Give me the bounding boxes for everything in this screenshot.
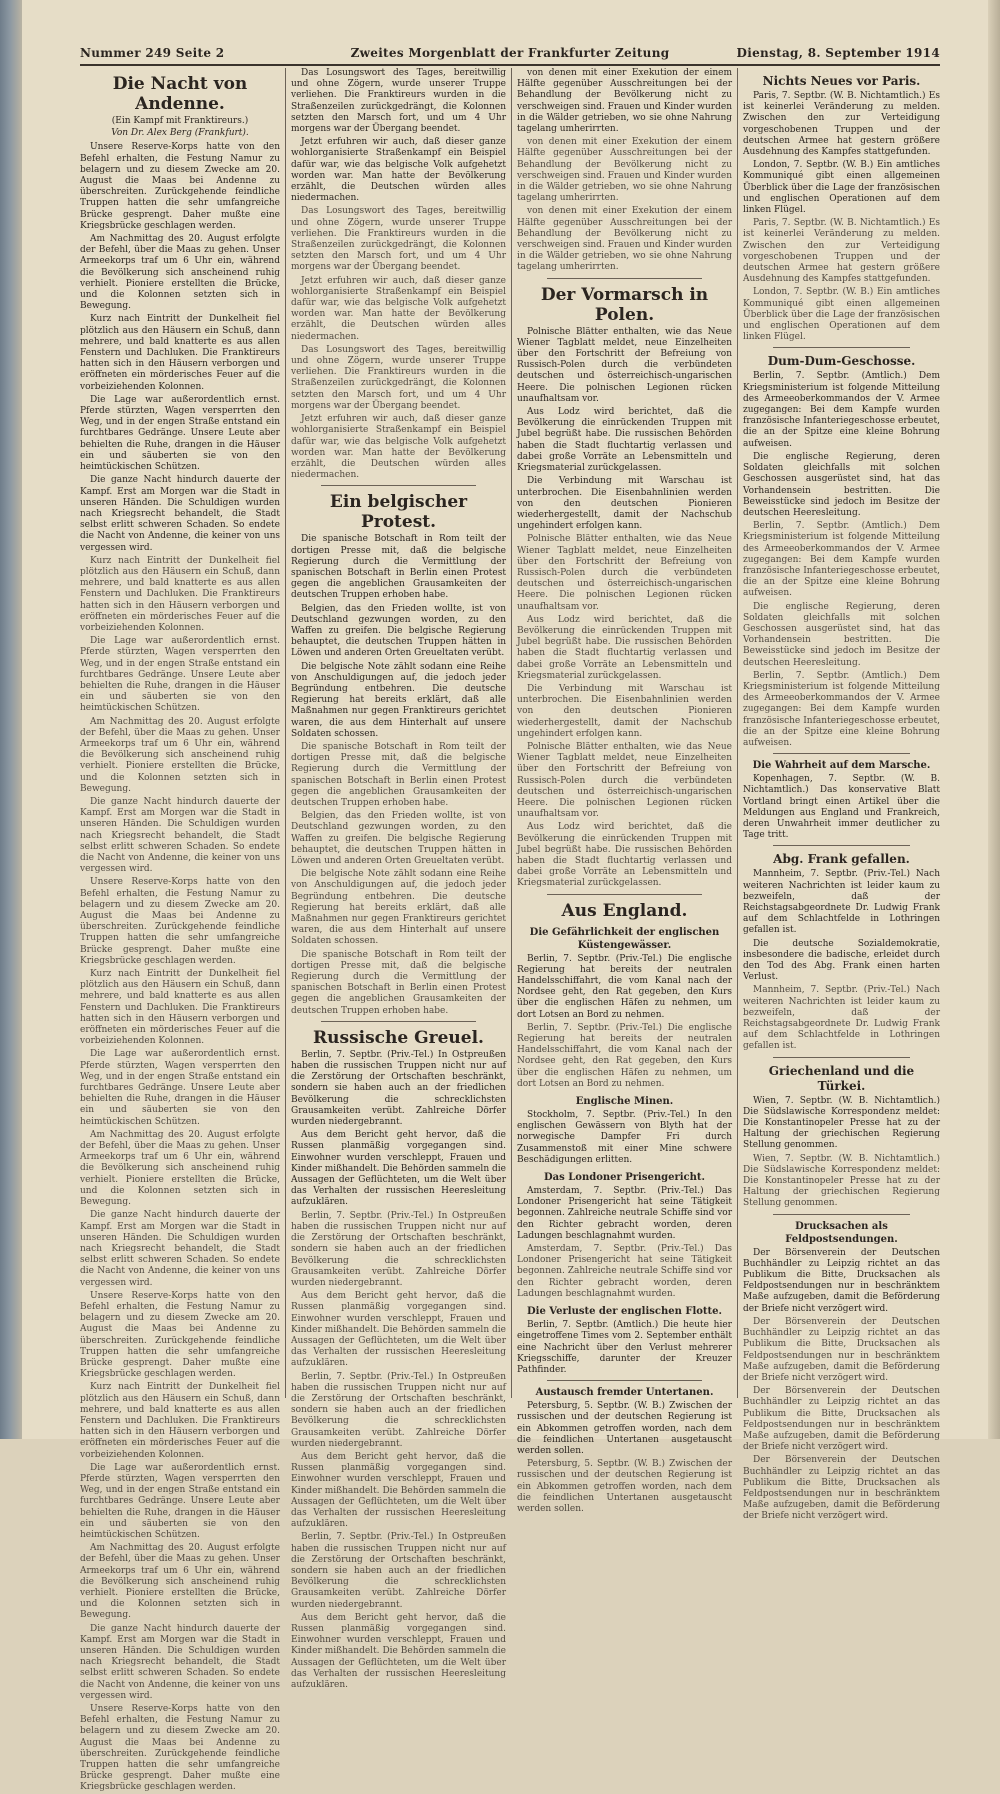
paragraph: Die spanische Botschaft in Rom teilt der dortigen Presse mit, daß die belgische Regierung durch die Vermittlung der spanischen Botschaft in Berlin einen Protest gegen die angeblichen Grausamkeiten der deutschen Truppen erhoben habe. (291, 741, 506, 808)
paragraph: Aus dem Bericht geht hervor, daß die Russen planmäßig vorgegangen sind. Einwohner wurden verschleppt, Frauen und Kinder mißhandelt. Die Behörden sammeln die Aussagen der Geflüchteten, um die Welt über das Verhalten der russischen Heeresleitung aufzuklären. (291, 1291, 506, 1369)
paragraph: Kurz nach Eintritt der Dunkelheit fiel plötzlich aus den Häusern ein Schuß, dann mehrere, und bald knatterte es aus allen Fenstern und Dachluken. Die Franktireurs hatten sich in den Häusern verborgen und eröffneten ein mörderisches Feuer auf die vorbeiziehenden Kolonnen. (80, 314, 280, 392)
issue-number: Nummer 249 Seite 2 (80, 46, 225, 60)
paragraph: Kurz nach Eintritt der Dunkelheit fiel plötzlich aus den Häusern ein Schuß, dann mehrere, und bald knatterte es aus allen Fenstern und Dachluken. Die Franktireurs hatten sich in den Häusern verborgen und eröffneten ein mörderisches Feuer auf die vorbeiziehenden Kolonnen. (80, 1382, 280, 1460)
paragraph: Unsere Reserve-Korps hatte von den Befehl erhalten, die Festung Namur zu belagern und zu diesem Zwecke am 20. August die Maas bei Andenne zu überschreiten. Zurückgehende feindliche Truppen hatten die sehr umfangreiche Brücke gesprengt. Daher mußte eine Kriegsbrücke geschlagen werden. (80, 877, 280, 966)
paragraph: Paris, 7. Septbr. (W. B. Nichtamtlich.) Es ist keinerlei Veränderung zu melden. Zwischen den zur Verteidigung vorgeschobenen Truppen und der deutschen Armee hat gestern größere Ausdehnung des Kampfes stattgefunden. (743, 218, 940, 285)
paragraph: Amsterdam, 7. Septbr. (Priv.-Tel.) Das Londoner Prisengericht hat seine Tätigkeit begonnen. Zahlreiche neutrale Schiffe sind vor den Richter gebracht worden, deren Ladungen beschlagnahmt wurden. (517, 1244, 732, 1299)
paragraph: Am Nachmittag des 20. August erfolgte der Befehl, über die Maas zu gehen. Unser Armeekorps traf um 6 Uhr ein, während die Bevölkerung sich anscheinend ruhig verhielt. Pioniere erstellten die Brücke, und die Kolonnen setzten sich in Bewegung. (80, 1129, 280, 1208)
paragraph: Berlin, 7. Septbr. (Priv.-Tel.) Die englische Regierung hat bereits der neutralen Handelsschiffahrt, die vom Kanal nach der Nordsee geht, den Rat gegeben, den Kurs über die englischen Häfen zu nehmen, um dort Lotsen an Bord zu nehmen. (517, 1022, 732, 1089)
paragraph: Berlin, 7. Septbr. (Amtlich.) Die heute hier eingetroffene Times vom 2. September enthält eine Nachricht über den Verlust mehrerer Kriegsschiffe, darunter der Kreuzer Pathfinder. (517, 1320, 732, 1375)
paragraph: Die englische Regierung, deren Soldaten gleichfalls mit solchen Geschossen ausgerüstet sind, hat das Vorhandensein bestritten. Die Beweisstücke sind jedoch im Besitze der deutschen Heeresleitung. (743, 601, 940, 668)
paragraph: Die Verbindung mit Warschau ist unterbrochen. Die Eisenbahnlinien werden von den deutschen Pionieren wiederhergestellt, damit der Nachschub ungehindert erfolgen kann. (517, 476, 732, 532)
paragraph: Unsere Reserve-Korps hatte von den Befehl erhalten, die Festung Namur zu belagern und zu diesem Zwecke am 20. August die Maas bei Andenne zu überschreiten. Zurückgehende feindliche Truppen hatten die sehr umfangreiche Brücke gesprengt. Daher mußte eine Kriegsbrücke geschlagen werden. (80, 1290, 280, 1380)
paragraph: Mannheim, 7. Septbr. (Priv.-Tel.) Nach weiteren Nachrichten ist leider kaum zu bezweifeln, daß der Reichstagsabgeordnete Dr. Ludwig Frank auf dem Schlachtfelde in Lothringen gefallen ist. (743, 869, 940, 936)
paragraph: Berlin, 7. Septbr. (Priv.-Tel.) In Ostpreußen haben die russischen Truppen nicht nur auf die Zerstörung der Ortschaften beschränkt, sondern sie haben auch an der friedlichen Bevölkerung die schrecklichsten Grausamkeiten verübt. Zahlreiche Dörfer wurden niedergebrannt. (291, 1532, 506, 1610)
paragraph: Jetzt erfuhren wir auch, daß dieser ganze wohlorganisierte Straßenkampf ein Beispiel dafür war, wie das belgische Volk aufgehetzt worden war. Man hatte der Bevölkerung erzählt, die Deutschen würden alles niedermachen. (291, 137, 506, 204)
paragraph: Stockholm, 7. Septbr. (Priv.-Tel.) In den englischen Gewässern von Blyth hat der norwegische Dampfer Fri durch Zusammenstoß mit einer Mine schwere Beschädigungen erlitten. (517, 1110, 732, 1165)
paragraph: Wien, 7. Septbr. (W. B. Nichtamtlich.) Die Südslawische Korrespondenz meldet: Die Konstantinopeler Presse hat zu der Haltung der griechischen Regierung Stellung genommen. (743, 1153, 940, 1209)
column-2 (291, 68, 506, 1691)
column-rule (285, 68, 286, 1398)
paragraph: Aus Lodz wird berichtet, daß die Bevölkerung die einrückenden Truppen mit Jubel begrüßt habe. Die russischen Behörden haben die Stadt fluchtartig verlassen und dabei große Vorräte an Lebensmitteln und Kriegsmaterial zurückgelassen. (517, 407, 732, 474)
subsection-heading: Die Verluste der englischen Flotte. (526, 1306, 723, 1318)
subsection-heading: Die Wahrheit auf dem Marsche. (752, 760, 931, 772)
paragraph: Aus Lodz wird berichtet, daß die Bevölkerung die einrückenden Truppen mit Jubel begrüßt habe. Die russischen Behörden haben die Stadt fluchtartig verlassen und dabei große Vorräte an Lebensmitteln und Kriegsmaterial zurückgelassen. (517, 822, 732, 889)
paper-title: Zweites Morgenblatt der Frankfurter Zeitung (350, 46, 670, 60)
paragraph: Berlin, 7. Septbr. (Priv.-Tel.) Die englische Regierung hat bereits der neutralen Handelsschiffahrt, die vom Kanal nach der Nordsee geht, den Rat gegeben, den Kurs über die englischen Häfen zu nehmen, um dort Lotsen an Bord zu nehmen. (517, 953, 732, 1020)
column-1 (80, 68, 280, 1793)
section-divider (321, 485, 476, 486)
column-rule (511, 68, 512, 1398)
paragraph: Die spanische Botschaft in Rom teilt der dortigen Presse mit, daß die belgische Regierung durch die Vermittlung der spanischen Botschaft in Berlin einen Protest gegen die angeblichen Grausamkeiten der deutschen Truppen erhoben habe. (291, 534, 506, 601)
section-divider (547, 894, 702, 895)
section-heading: Russische Greuel. (313, 1027, 484, 1048)
subsection-heading: Das Londoner Prisengericht. (543, 1172, 705, 1184)
paragraph: Berlin, 7. Septbr. (Amtlich.) Dem Kriegsministerium ist folgende Mitteilung des Armeeoberkommandos der V. Armee zugegangen: Bei dem Kampfe wurden französische Infanteriegeschosse erbeutet, die an der Spitze eine kleine Bohrung aufweisen. (743, 371, 940, 449)
paragraph: Berlin, 7. Septbr. (Priv.-Tel.) In Ostpreußen haben die russischen Truppen nicht nur auf die Zerstörung der Ortschaften beschränkt, sondern sie haben auch an der friedlichen Bevölkerung die schrecklichsten Grausamkeiten verübt. Zahlreiche Dörfer wurden niedergebrannt. (291, 1210, 506, 1288)
paragraph: Unsere Reserve-Korps hatte von den Befehl erhalten, die Festung Namur zu belagern und zu diesem Zwecke am 20. August die Maas bei Andenne zu überschreiten. Zurückgehende feindliche Truppen hatten die sehr umfangreiche Brücke gesprengt. Daher mußte eine Kriegsbrücke geschlagen werden. (80, 1704, 280, 1793)
paragraph: Die ganze Nacht hindurch dauerte der Kampf. Erst am Morgen war die Stadt in unseren Händen. Die Schuldigen wurden nach Kriegsrecht behandelt, die Stadt selbst erlitt schweren Schaden. So endete die Nacht von Andenne, die keiner von uns vergessen wird. (80, 1623, 280, 1701)
paragraph: Die belgische Note zählt sodann eine Reihe von Anschuldigungen auf, die jedoch jeder Begründung entbehren. Die deutsche Regierung hat bereits erklärt, daß alle Maßnahmen nur gegen Franktireurs gerichtet waren, die aus dem Hinterhalt auf unsere Soldaten schossen. (291, 661, 506, 739)
paragraph: Mannheim, 7. Septbr. (Priv.-Tel.) Nach weiteren Nachrichten ist leider kaum zu bezweifeln, daß der Reichstagsabgeordnete Dr. Ludwig Frank auf dem Schlachtfelde in Lothringen gefallen ist. (743, 985, 940, 1052)
paragraph: Die belgische Note zählt sodann eine Reihe von Anschuldigungen auf, die jedoch jeder Begründung entbehren. Die deutsche Regierung hat bereits erklärt, daß alle Maßnahmen nur gegen Franktireurs gerichtet waren, die aus dem Hinterhalt auf unsere Soldaten schossen. (291, 869, 506, 947)
paragraph: Der Börsenverein der Deutschen Buchhändler zu Leipzig richtet an das Publikum die Bitte, Drucksachen als Feldpostsendungen nur in beschränktem Maße aufzugeben, damit die Beförderung der Briefe nicht verzögert wird. (743, 1316, 940, 1383)
section-heading: Aus England. (561, 900, 688, 921)
paragraph: Wien, 7. Septbr. (W. B. Nichtamtlich.) Die Südslawische Korrespondenz meldet: Die Konstantinopeler Presse hat zu der Haltung der griechischen Regierung Stellung genommen. (743, 1095, 940, 1151)
paragraph: Die ganze Nacht hindurch dauerte der Kampf. Erst am Morgen war die Stadt in unseren Händen. Die Schuldigen wurden nach Kriegsrecht behandelt, die Stadt selbst erlitt schweren Schaden. So endete die Nacht von Andenne, die keiner von uns vergessen wird. (80, 475, 280, 553)
paragraph: Die Lage war außerordentlich ernst. Pferde stürzten, Wagen versperrten den Weg, und in der engen Straße entstand ein furchtbares Gedränge. Unsere Leute aber behielten die Ruhe, drangen in die Häuser ein und säuberten sie von den heimtückischen Schützen. (80, 1049, 280, 1127)
paragraph: London, 7. Septbr. (W. B.) Ein amtliches Kommuniqué gibt einen allgemeinen Überblick über die Lage der französischen und englischen Operationen auf dem linken Flügel. (743, 287, 940, 343)
paragraph: London, 7. Septbr. (W. B.) Ein amtliches Kommuniqué gibt einen allgemeinen Überblick über die Lage der französischen und englischen Operationen auf dem linken Flügel. (743, 160, 940, 216)
paragraph: Das Losungswort des Tages, bereitwillig und ohne Zögern, wurde unserer Truppe verliehen. Die Franktireurs wurden in die Straßenzeilen zurückgedrängt, die Kolonnen setzten den Marsch fort, und um 4 Uhr morgens war der Übergang beendet. (291, 344, 506, 411)
paragraph: von denen mit einer Exekution der einem Hälfte gegenüber Ausschreitungen bei der Behandlung der Bevölkerung nicht zu verschweigen sind. Frauen und Kinder wurden in die Wälder getrieben, wo sie ohne Nahrung tagelang umherirrten. (517, 68, 732, 135)
paragraph: Berlin, 7. Septbr. (Amtlich.) Dem Kriegsministerium ist folgende Mitteilung des Armeeoberkommandos der V. Armee zugegangen: Bei dem Kampfe wurden französische Infanteriegeschosse erbeutet, die an der Spitze eine kleine Bohrung aufweisen. (743, 521, 940, 599)
section-divider (773, 845, 910, 846)
paragraph: Die spanische Botschaft in Rom teilt der dortigen Presse mit, daß die belgische Regierung durch die Vermittlung der spanischen Botschaft in Berlin einen Protest gegen die angeblichen Grausamkeiten der deutschen Truppen erhoben habe. (291, 949, 506, 1016)
subsection-heading: Die Gefährlichkeit der englischen Küstengewässer. (529, 926, 720, 951)
paragraph: Die Lage war außerordentlich ernst. Pferde stürzten, Wagen versperrten den Weg, und in der engen Straße entstand ein furchtbares Gedränge. Unsere Leute aber behielten die Ruhe, drangen in die Häuser ein und säuberten sie von den heimtückischen Schützen. (80, 636, 280, 714)
paragraph: Paris, 7. Septbr. (W. B. Nichtamtlich.) Es ist keinerlei Veränderung zu melden. Zwischen den zur Verteidigung vorgeschobenen Truppen und der deutschen Armee hat gestern größere Ausdehnung des Kampfes stattgefunden. (743, 91, 940, 158)
paragraph: von denen mit einer Exekution der einem Hälfte gegenüber Ausschreitungen bei der Behandlung der Bevölkerung nicht zu verschweigen sind. Frauen und Kinder wurden in die Wälder getrieben, wo sie ohne Nahrung tagelang umherirrten. (517, 206, 732, 273)
paragraph: Am Nachmittag des 20. August erfolgte der Befehl, über die Maas zu gehen. Unser Armeekorps traf um 6 Uhr ein, während die Bevölkerung sich anscheinend ruhig verhielt. Pioniere erstellten die Brücke, und die Kolonnen setzten sich in Bewegung. (80, 1543, 280, 1621)
section-heading: Nichts Neues vor Paris. (762, 74, 921, 88)
paragraph: Am Nachmittag des 20. August erfolgte der Befehl, über die Maas zu gehen. Unser Armeekorps traf um 6 Uhr ein, während die Bevölkerung sich anscheinend ruhig verhielt. Pioniere erstellten die Brücke, und die Kolonnen setzten sich in Bewegung. (80, 716, 280, 794)
paragraph: Die deutsche Sozialdemokratie, insbesondere die badische, erleidet durch den Tod des Abg. Frank einen harten Verlust. (743, 938, 940, 983)
paragraph: Aus Lodz wird berichtet, daß die Bevölkerung die einrückenden Truppen mit Jubel begrüßt habe. Die russischen Behörden haben die Stadt fluchtartig verlassen und dabei große Vorräte an Lebensmitteln und Kriegsmaterial zurückgelassen. (517, 614, 732, 681)
issue-date: Dienstag, 8. September 1914 (736, 46, 940, 60)
paragraph: Polnische Blätter enthalten, wie das Neue Wiener Tagblatt meldet, neue Einzelheiten über den Fortschritt der Befreiung von Russisch-Polen durch die verbündeten deutschen und österreichisch-ungarischen Heere. Die polnischen Legionen rücken unaufhaltsam vor. (517, 534, 732, 612)
paragraph: Der Börsenverein der Deutschen Buchhändler zu Leipzig richtet an das Publikum die Bitte, Drucksachen als Feldpostsendungen nur in beschränktem Maße aufzugeben, damit die Beförderung der Briefe nicht verzögert wird. (743, 1247, 940, 1314)
subsection-heading: Drucksachen als Feldpostsendungen. (785, 1220, 898, 1245)
paragraph: Das Losungswort des Tages, bereitwillig und ohne Zögern, wurde unserer Truppe verliehen. Die Franktireurs wurden in die Straßenzeilen zurückgedrängt, die Kolonnen setzten den Marsch fort, und um 4 Uhr morgens war der Übergang beendet. (291, 68, 506, 135)
subsection-heading: Austausch fremder Untertanen. (535, 1387, 714, 1399)
paragraph: Belgien, das den Frieden wollte, ist von Deutschland gezwungen worden, zu den Waffen zu greifen. Die belgische Regierung behauptet, die deutschen Truppen hätten in Löwen und anderen Orten Greueltaten verübt. (291, 811, 506, 866)
paragraph: Aus dem Bericht geht hervor, daß die Russen planmäßig vorgegangen sind. Einwohner wurden verschleppt, Frauen und Kinder mißhandelt. Die Behörden sammeln die Aussagen der Geflüchteten, um die Welt über das Verhalten der russischen Heeresleitung aufzuklären. (291, 1612, 506, 1691)
column-rule (737, 68, 738, 1398)
section-heading: Ein belgischer Protest. (329, 492, 468, 533)
paragraph: Belgien, das den Frieden wollte, ist von Deutschland gezwungen worden, zu den Waffen zu greifen. Die belgische Regierung behauptet, die deutschen Truppen hätten in Löwen und anderen Orten Greueltaten verübt. (291, 603, 506, 659)
paragraph: Aus dem Bericht geht hervor, daß die Russen planmäßig vorgegangen sind. Einwohner wurden verschleppt, Frauen und Kinder mißhandelt. Die Behörden sammeln die Aussagen der Geflüchteten, um die Welt über das Verhalten der russischen Heeresleitung aufzuklären. (291, 1451, 506, 1530)
paragraph: Berlin, 7. Septbr. (Priv.-Tel.) In Ostpreußen haben die russischen Truppen nicht nur auf die Zerstörung der Ortschaften beschränkt, sondern sie haben auch an der friedlichen Bevölkerung die schrecklichsten Grausamkeiten verübt. Zahlreiche Dörfer wurden niedergebrannt. (291, 1049, 506, 1128)
paragraph: Amsterdam, 7. Septbr. (Priv.-Tel.) Das Londoner Prisengericht hat seine Tätigkeit begonnen. Zahlreiche neutrale Schiffe sind vor den Richter gebracht worden, deren Ladungen beschlagnahmt wurden. (517, 1186, 732, 1241)
paragraph: Die Lage war außerordentlich ernst. Pferde stürzten, Wagen versperrten den Weg, und in der engen Straße entstand ein furchtbares Gedränge. Unsere Leute aber behielten die Ruhe, drangen in die Häuser ein und säuberten sie von den heimtückischen Schützen. (80, 394, 280, 473)
page-edge (988, 0, 1000, 1439)
section-heading: Griechenland und die Türkei. (768, 1063, 915, 1093)
section-divider (547, 1380, 702, 1381)
section-heading: Der Vormarsch in Polen. (540, 284, 709, 325)
section-divider (773, 347, 910, 348)
book-binding (0, 0, 22, 1439)
paragraph: Polnische Blätter enthalten, wie das Neue Wiener Tagblatt meldet, neue Einzelheiten über den Fortschritt der Befreiung von Russisch-Polen durch die verbündeten deutschen und österreichisch-ungarischen Heere. Die polnischen Legionen rücken unaufhaltsam vor. (517, 326, 732, 404)
masthead (80, 44, 940, 66)
paragraph: Kurz nach Eintritt der Dunkelheit fiel plötzlich aus den Häusern ein Schuß, dann mehrere, und bald knatterte es aus allen Fenstern und Dachluken. Die Franktireurs hatten sich in den Häusern verborgen und eröffneten ein mörderisches Feuer auf die vorbeiziehenden Kolonnen. (80, 555, 280, 633)
section-divider (773, 1057, 910, 1058)
paragraph: Die Verbindung mit Warschau ist unterbrochen. Die Eisenbahnlinien werden von den deutschen Pionieren wiederhergestellt, damit der Nachschub ungehindert erfolgen kann. (517, 683, 732, 739)
paragraph: Der Börsenverein der Deutschen Buchhändler zu Leipzig richtet an das Publikum die Bitte, Drucksachen als Feldpostsendungen nur in beschränktem Maße aufzugeben, damit die Beförderung der Briefe nicht verzögert wird. (743, 1386, 940, 1453)
paragraph: Petersburg, 5. Septbr. (W. B.) Zwischen der russischen und der deutschen Regierung ist ein Abkommen getroffen worden, nach dem die feindlichen Untertanen ausgetauscht werden sollen. (517, 1401, 732, 1456)
paragraph: Die ganze Nacht hindurch dauerte der Kampf. Erst am Morgen war die Stadt in unseren Händen. Die Schuldigen wurden nach Kriegsrecht behandelt, die Stadt selbst erlitt schweren Schaden. So endete die Nacht von Andenne, die keiner von uns vergessen wird. (80, 1210, 280, 1288)
paragraph: Kurz nach Eintritt der Dunkelheit fiel plötzlich aus den Häusern ein Schuß, dann mehrere, und bald knatterte es aus allen Fenstern und Dachluken. Die Franktireurs hatten sich in den Häusern verborgen und eröffneten ein mörderisches Feuer auf die vorbeiziehenden Kolonnen. (80, 969, 280, 1047)
article-title: Die Nacht von Andenne. (112, 74, 248, 114)
paragraph: von denen mit einer Exekution der einem Hälfte gegenüber Ausschreitungen bei der Behandlung der Bevölkerung nicht zu verschweigen sind. Frauen und Kinder wurden in die Wälder getrieben, wo sie ohne Nahrung tagelang umherirrten. (517, 137, 732, 204)
paragraph: Kopenhagen, 7. Septbr. (W. B. Nichtamtlich.) Das konservative Blatt Vortland bringt einen Artikel über die Meldungen aus England und Frankreich, deren Unwahrheit immer deutlicher zu Tage tritt. (743, 774, 940, 841)
column-3 (517, 68, 732, 1514)
section-divider (547, 278, 702, 279)
subsection-heading: Englische Minen. (575, 1096, 674, 1108)
paragraph: Aus dem Bericht geht hervor, daß die Russen planmäßig vorgegangen sind. Einwohner wurden verschleppt, Frauen und Kinder mißhandelt. Die Behörden sammeln die Aussagen der Geflüchteten, um die Welt über das Verhalten der russischen Heeresleitung aufzuklären. (291, 1130, 506, 1208)
section-divider (321, 1021, 476, 1022)
section-heading: Dum-Dum-Geschosse. (767, 354, 916, 369)
section-heading: Abg. Frank gefallen. (773, 852, 910, 867)
paragraph: Berlin, 7. Septbr. (Priv.-Tel.) In Ostpreußen haben die russischen Truppen nicht nur auf die Zerstörung der Ortschaften beschränkt, sondern sie haben auch an der friedlichen Bevölkerung die schrecklichsten Grausamkeiten verübt. Zahlreiche Dörfer wurden niedergebrannt. (291, 1371, 506, 1449)
paragraph: Petersburg, 5. Septbr. (W. B.) Zwischen der russischen und der deutschen Regierung ist ein Abkommen getroffen worden, nach dem die feindlichen Untertanen ausgetauscht werden sollen. (517, 1459, 732, 1514)
paragraph: Das Losungswort des Tages, bereitwillig und ohne Zögern, wurde unserer Truppe verliehen. Die Franktireurs wurden in die Straßenzeilen zurückgedrängt, die Kolonnen setzten den Marsch fort, und um 4 Uhr morgens war der Übergang beendet. (291, 206, 506, 273)
paragraph: Berlin, 7. Septbr. (Amtlich.) Dem Kriegsministerium ist folgende Mitteilung des Armeeoberkommandos der V. Armee zugegangen: Bei dem Kampfe wurden französische Infanteriegeschosse erbeutet, die an der Spitze eine kleine Bohrung aufweisen. (743, 670, 940, 748)
section-divider (773, 753, 910, 754)
paragraph: Die englische Regierung, deren Soldaten gleichfalls mit solchen Geschossen ausgerüstet sind, hat das Vorhandensein bestritten. Die Beweisstücke sind jedoch im Besitze der deutschen Heeresleitung. (743, 451, 940, 518)
article-byline: Von Dr. Alex Berg (Frankfurt). (111, 128, 249, 139)
paragraph: Der Börsenverein der Deutschen Buchhändler zu Leipzig richtet an das Publikum die Bitte, Drucksachen als Feldpostsendungen nur in beschränktem Maße aufzugeben, damit die Beförderung der Briefe nicht verzögert wird. (743, 1455, 940, 1522)
article-subtitle: (Ein Kampf mit Franktireurs.) (111, 116, 249, 126)
paragraph: Die Lage war außerordentlich ernst. Pferde stürzten, Wagen versperrten den Weg, und in der engen Straße entstand ein furchtbares Gedränge. Unsere Leute aber behielten die Ruhe, drangen in die Häuser ein und säuberten sie von den heimtückischen Schützen. (80, 1462, 280, 1540)
paragraph: Jetzt erfuhren wir auch, daß dieser ganze wohlorganisierte Straßenkampf ein Beispiel dafür war, wie das belgische Volk aufgehetzt worden war. Man hatte der Bevölkerung erzählt, die Deutschen würden alles niedermachen. (291, 414, 506, 481)
column-4 (743, 68, 940, 1522)
paragraph: Die ganze Nacht hindurch dauerte der Kampf. Erst am Morgen war die Stadt in unseren Händen. Die Schuldigen wurden nach Kriegsrecht behandelt, die Stadt selbst erlitt schweren Schaden. So endete die Nacht von Andenne, die keiner von uns vergessen wird. (80, 796, 280, 875)
paragraph: Unsere Reserve-Korps hatte von den Befehl erhalten, die Festung Namur zu belagern und zu diesem Zwecke am 20. August die Maas bei Andenne zu überschreiten. Zurückgehende feindliche Truppen hatten die sehr umfangreiche Brücke gesprengt. Daher mußte eine Kriegsbrücke geschlagen werden. (80, 142, 280, 231)
section-divider (773, 1214, 910, 1215)
paragraph: Jetzt erfuhren wir auch, daß dieser ganze wohlorganisierte Straßenkampf ein Beispiel dafür war, wie das belgische Volk aufgehetzt worden war. Man hatte der Bevölkerung erzählt, die Deutschen würden alles niedermachen. (291, 275, 506, 342)
paragraph: Am Nachmittag des 20. August erfolgte der Befehl, über die Maas zu gehen. Unser Armeekorps traf um 6 Uhr ein, während die Bevölkerung sich anscheinend ruhig verhielt. Pioniere erstellten die Brücke, und die Kolonnen setzten sich in Bewegung. (80, 234, 280, 312)
paragraph: Polnische Blätter enthalten, wie das Neue Wiener Tagblatt meldet, neue Einzelheiten über den Fortschritt der Befreiung von Russisch-Polen durch die verbündeten deutschen und österreichisch-ungarischen Heere. Die polnischen Legionen rücken unaufhaltsam vor. (517, 741, 732, 820)
